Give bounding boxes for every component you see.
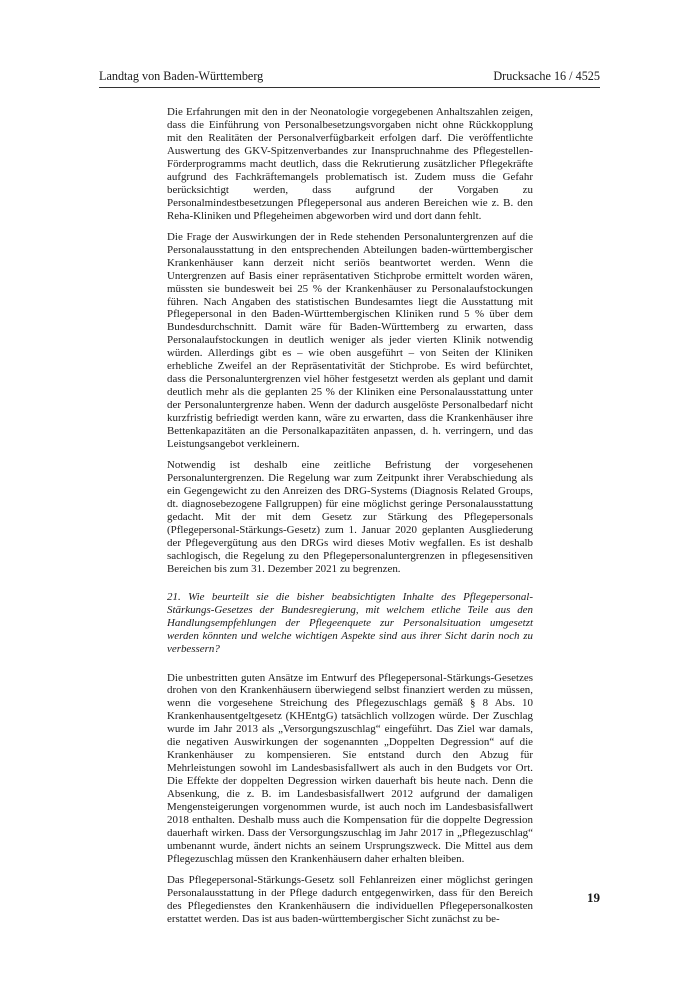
page-number: 19 — [587, 890, 600, 905]
question-paragraph: 21. Wie beurteilt sie die bisher beabsichtigten Inhalte des Pflegepersonal-Stärkungs-Gesetzes der Bundesregierung, mit welchem etliche Teile aus den Handlungsempfehlungen der Pflegeenquete zur Personalsituation umgesetzt werden könnten und welche wichtigen Aspekte sind aus ihrer Sicht darin noch zu verbessern? — [167, 590, 533, 655]
answer-paragraph: Das Pflegepersonal-Stärkungs-Gesetz soll Fehlanreizen einer möglichst geringen Personalausstattung in der Pflege dadurch entgegenwirken, dass für den Bereich des Pflegedienstes den Krankenhäusern die individuellen Pflegepersonalkosten erstattet werden. Das ist aus baden-württembergischer Sicht zunächst zu be- — [167, 873, 533, 925]
document-body — [167, 106, 533, 934]
body-paragraph: Notwendig ist deshalb eine zeitliche Befristung der vorgesehenen Personaluntergrenzen. Die Regelung war zum Zeitpunkt ihrer Verabschiedung als ein Gegengewicht zu den Anreizen des DRG-Systems (Diagnosis Related Groups, dt. diagnosebezogene Fallgruppen) für eine möglichst geringe Personalausstattung gedacht. Mit der mit dem Gesetz zur Stärkung des Pflegepersonals (Pflegepersonal-Stärkungs-Gesetz) zum 1. Januar 2020 geplanten Ausgliederung der Pflegevergütung aus den DRGs wird dieses Motiv wegfallen. Es ist deshalb sachlogisch, die Regelung zu den Pflegepersonaluntergrenzen in pflegesensitiven Bereichen bis zum 31. Dezember 2021 zu begrenzen. — [167, 459, 533, 575]
answer-paragraph: Die unbestritten guten Ansätze im Entwurf des Pflegepersonal-Stärkungs-Gesetzes drohen von den Krankenhäusern überwiegend selbst finanziert werden zu müssen, wenn die vorgesehene Streichung des Pflegezuschlags gemäß § 8 Abs. 10 Krankenhausentgeltgesetz (KHEntgG) tatsächlich vollzogen würde. Der Zuschlag wurde im Jahr 2013 als „Versorgungszuschlag“ eingeführt. Das Ziel war damals, die negativen Auswirkungen der sogenannten „Doppelten Degression“ auf die Krankenhäuser zu kompensieren. Sie entstand durch den Abzug für Mehrleistungen sowohl im Landesbasisfallwert als auch in den Budgets vor Ort. Die Effekte der doppelten Degression wirken dauerhaft bis heute nach. Denn die Absenkung, die z. B. im Landesbasisfallwert 2012 aufgrund der damaligen Mengensteigerungen vorgenommen wurde, ist auch noch im Landesbasisfallwert 2018 enthalten. Deshalb muss auch die Kompensation für die doppelte Degression dauerhaft wirken. Dass der Versorgungszuschlag im Jahr 2017 in „Pflegezuschlag“ umbenannt wurde, ändert nichts an seinem Ursprungszweck. Die Mittel aus dem Pflegezuschlag müssen den Krankenhäusern daher erhalten bleiben. — [167, 671, 533, 865]
body-paragraph: Die Erfahrungen mit den in der Neonatologie vorgegebenen Anhaltszahlen zeigen, dass die Einführung von Personalbesetzungsvorgaben nicht ohne Rückkopplung mit den Realitäten der Personalverfügbarkeit erfolgen darf. Die veröffentlichte Auswertung des GKV-Spitzenverbandes zur Inanspruchnahme des Pflegestellen-Förderprogramms macht deutlich, dass die Rekrutierung zusätzlicher Pflegekräfte aufgrund des Fachkräftemangels problematisch ist. Zudem muss die Gefahr berücksichtigt werden, dass aufgrund der Vorgaben zu Personalmindestbesetzungen Pflegepersonal aus anderen Bereichen wie z. B. den Reha-Kliniken und Pflegeheimen abgeworben wird und dort dann fehlt. — [167, 106, 533, 222]
page-header — [99, 67, 600, 85]
header-rule — [99, 87, 600, 88]
body-paragraph: Die Frage der Auswirkungen der in Rede stehenden Personaluntergrenzen auf die Personalausstattung in den entsprechenden Abteilungen baden-württembergischer Krankenhäuser kann derzeit nicht seriös beantwortet werden. Wenn die Untergrenzen auf Basis einer repräsentativen Stichprobe ermittelt worden wären, müssten sie bundesweit bei 25 % der Krankenhäuser zu Personalaufstockungen führen. Nach Angaben des statistischen Bundesamtes liegt die Ausstattung mit Pflegepersonal in den Baden-Württembergischen Kliniken rund 5 % über dem Bundesdurchschnitt. Damit wäre für Baden-Württemberg zu erwarten, dass Personalaufstockungen in deutlich weniger als jeder vierten Klinik notwendig würden. Allerdings gibt es – wie oben ausgeführt – von Seiten der Kliniken erhebliche Zweifel an der Repräsentativität der Stichprobe. Es wird befürchtet, dass die Personaluntergrenzen viel höher festgesetzt werden als geplant und damit deutlich mehr als die geplanten 25 % der Kliniken eine Personalausstattung unter der Personaluntergrenze haben. Wenn der dadurch ausgelöste Personalbedarf nicht kurzfristig befriedigt werden kann, wäre zu erwarten, dass die Krankenhäuser ihre Bettenkapazitäten an die Personalkapazitäten anpassen, d. h. verringern, und das Leistungsangebot verkleinern. — [167, 230, 533, 451]
header-document-number: Drucksache 16 / 4525 — [493, 69, 600, 83]
header-parliament-name: Landtag von Baden-Württemberg — [99, 69, 264, 83]
